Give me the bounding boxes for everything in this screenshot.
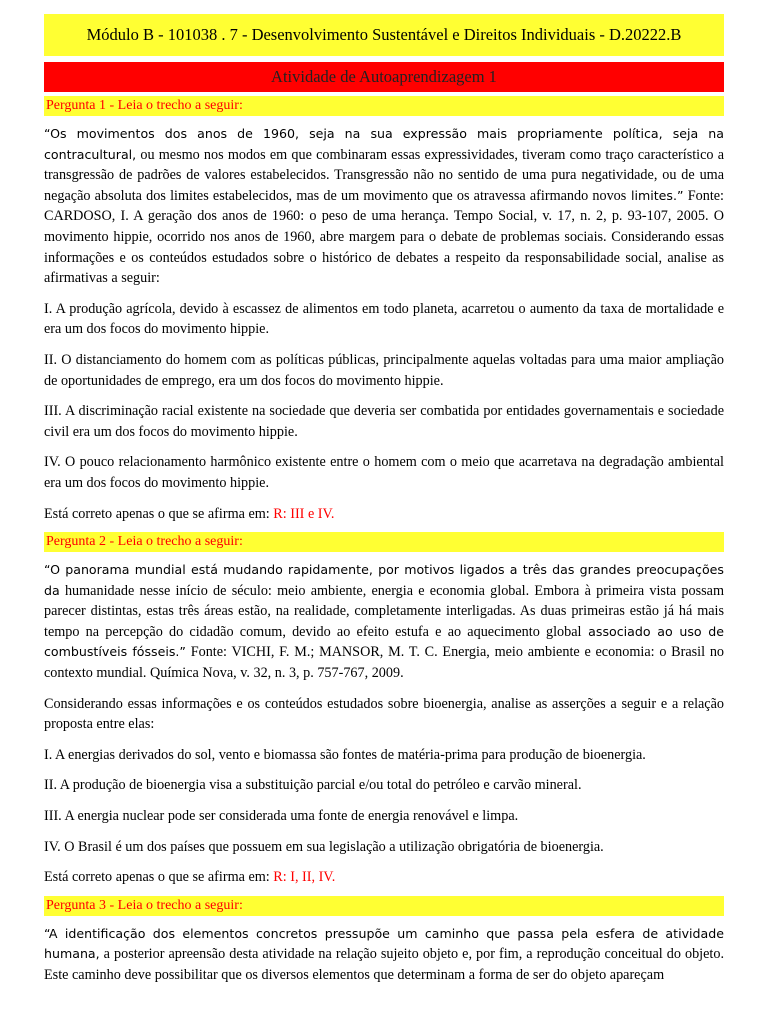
question-1-answer-line xyxy=(44,504,724,525)
question-3-quote-start: “A identificação dos elementos concretos pressupõe um caminho que passa pela esfera de atividade humana, xyxy=(44,925,724,962)
activity-title-banner: Atividade de Autoaprendizagem 1 xyxy=(44,62,724,92)
question-2-heading: Pergunta 2 - Leia o trecho a seguir: xyxy=(44,532,724,552)
question-2-item-1: I. A energias derivados do sol, vento e biomassa são fontes de matéria-prima para produção de bioenergia. xyxy=(44,746,646,763)
question-1-answer: R: III e IV. xyxy=(273,505,335,522)
question-1-passage xyxy=(44,124,724,289)
question-3-passage xyxy=(44,924,724,986)
question-2-passage xyxy=(44,560,724,684)
question-2-item-4: IV. O Brasil é um dos países que possuem em sua legislação a utilização obrigatória de bioenergia. xyxy=(44,838,604,855)
question-2-source: Fonte: VICHI, F. M.; MANSOR, M. T. C. Energia, meio ambiente e economia: o Brasil no contexto mundial. Química Nova, v. 32, n. 3, p. 757-767, 2009. xyxy=(44,644,725,682)
question-2-intro: Considerando essas informações e os conteúdos estudados sobre bioenergia, analise as asserções a seguir e a relação proposta entre elas: xyxy=(44,695,724,733)
question-1-quote-start: “Os movimentos dos anos de 1960, seja na sua expressão mais propriamente política, seja na contracultural, xyxy=(44,126,724,162)
question-1-item-3: III. A discriminação racial existente na sociedade que deveria ser combatida por entidades governamentais e sociedade civil era um dos focos do movimento hippie. xyxy=(44,403,724,440)
question-2-item-3: III. A energia nuclear pode ser considerada uma fonte de energia renovável e limpa. xyxy=(44,808,519,825)
question-2-answer-line xyxy=(44,867,724,888)
question-1-item-4: IV. O pouco relacionamento harmônico existente entre o homem com o meio que acarretava na degradação ambiental era um dos focos do movimento hippie. xyxy=(44,454,724,491)
question-2-item-2: II. A produção de bioenergia visa a substituição parcial e/ou total do petróleo e carvão mineral. xyxy=(44,777,582,794)
question-1-item-2: II. O distanciamento do homem com as políticas públicas, principalmente aquelas voltadas para uma maior ampliação de oportunidades de emprego, era um dos focos do movimento hippie. xyxy=(44,351,724,389)
module-title-banner: Módulo B - 101038 . 7 - Desenvolvimento Sustentável e Direitos Individuais - D.20222.B xyxy=(44,14,724,56)
document-page xyxy=(44,14,724,986)
question-2-answer-prefix: Está correto apenas o que se afirma em: xyxy=(44,869,274,886)
question-2-quote-body: humanidade nesse início de século: meio ambiente, energia e economia global. Embora à primeira vista possam parecer distintas, estas três áreas estão, na realidade, completamente interligadas. As duas primeiras estão já há mais tempo na percepção do cidadão comum, devido ao efeito estufa e ao aquecimento global xyxy=(44,582,724,640)
question-2-answer: R: I, II, IV. xyxy=(273,869,336,886)
question-1-quote-body: ou mesmo nos modos em que combinaram essas expressividades, tiveram como traço característico a transgressão de padrões de valores estabelecidos. Transgressão não no sentido de uma pura negatividade, ou de uma negação absoluta dos limites estabelecidos, mas de um movimento que os atravessa afirmando novos xyxy=(44,146,724,204)
question-1-heading: Pergunta 1 - Leia o trecho a seguir: xyxy=(44,96,724,116)
question-3-quote-body: a posterior apreensão desta atividade na relação sujeito objeto e, por fim, a reprodução conceitual do objeto. Este caminho deve possibilitar que os diversos elementos que determinam a forma de ser do objeto apareçam xyxy=(44,946,724,983)
question-3-heading: Pergunta 3 - Leia o trecho a seguir: xyxy=(44,896,724,916)
question-1-source: Fonte: CARDOSO, I. A geração dos anos de 1960: o peso de uma herança. Tempo Social, v. 17, n. 2, p. 93-107, 2005. O movimento hippie, ocorrido nos anos de 1960, abre margem para o debate de problemas sociais. Considerando essas informações e os conteúdos estudados sobre o histórico de debates a respeito da responsabilidade social, analise as afirmativas a seguir: xyxy=(44,187,725,287)
question-2-quote-start: “O panorama mundial está mudando rapidamente, por motivos ligados a três das grandes preocupações da xyxy=(44,562,724,598)
question-1-item-1: I. A produção agrícola, devido à escassez de alimentos em todo planeta, acarretou o aumento da taxa de mortalidade e era um dos focos do movimento hippie. xyxy=(44,300,724,338)
question-1-answer-prefix: Está correto apenas o que se afirma em: xyxy=(44,505,274,522)
question-2-quote-end: associado ao uso de combustíveis fósseis.” xyxy=(44,623,725,660)
question-1-quote-end: limites.” xyxy=(626,187,684,203)
